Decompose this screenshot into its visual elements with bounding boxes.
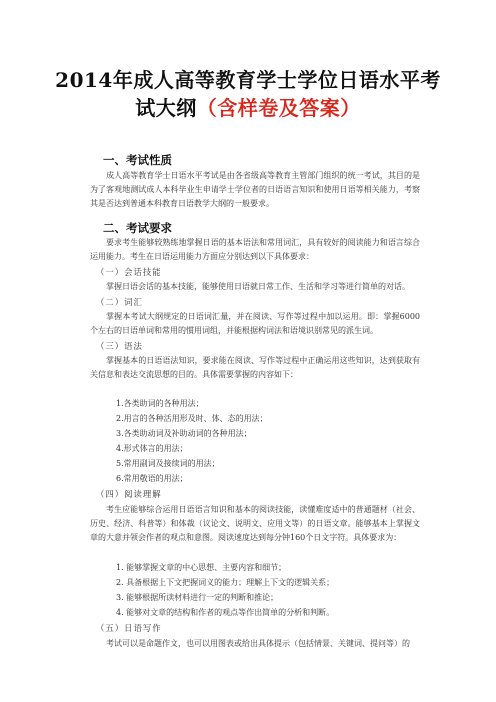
list-item: 4. 能够对文章的结构和作者的观点等作出简单的分析和判断。 (116, 608, 335, 617)
list-item: 3.各类助动词及补助动词的各种用法； (116, 429, 252, 438)
subsection-reading-body: 考生应能够综合运用日语语言知识和基本的阅读技能，读懂难度适中的普通题材（社会、历史、经济、科普等）和体裁（议论文、说明文、应用文等）的日语文章。能够基本上掌握文章的大意并领会作者的观点和意图。阅读速度达到每分钟160个日文字符。具体要求为： (90, 505, 420, 542)
subsection-conversation-label: （一）会话技能 (96, 267, 162, 277)
section2-intro: 要求考生能够较熟练地掌握日语的基本语法和常用词汇，具有较好的阅读能力和语言综合运用能力。考生在日语运用能力方面应分别达到以下具体要求： (90, 238, 420, 261)
list-item: 2. 具备根据上下文把握词义的能力；理解上下文的逻辑关系； (116, 578, 335, 587)
subsection-reading-label: （四）阅读理解 (96, 489, 162, 499)
subsection-grammar-body: 掌握基本的日语语法知识，要求能在阅读、写作等过程中正确运用这些知识，达到获取有关信息和表达交流思想的目的。具体需要掌握的内容如下： (90, 356, 420, 379)
list-item: 6.常用敬语的用法； (116, 474, 188, 483)
section2-heading: 二、考试要求 (103, 221, 172, 235)
section1-body: 成人高等教育学士日语水平考试是由各省级高等教育主管部门组织的统一考试，其目的是为了客观地测试成人本科毕业生申请学士学位者的日语语言知识和使用日语等相关能力，考察其是否达到普通本科教育日语教学大纲的一般要求。 (90, 171, 420, 208)
document-title-line2 (0, 92, 496, 121)
subsection-grammar-label: （三）语法 (96, 341, 143, 351)
section1-heading: 一、考试性质 (103, 153, 172, 167)
title-line2-main: 试大纲 (135, 96, 197, 120)
list-item: 2.用言的各种活用形及时、体、态的用法； (116, 414, 268, 423)
list-item: 3. 能够根据所读材料进行一定的判断和推论； (116, 593, 279, 602)
subsection-conversation-body: 掌握日语会话的基本技能，能够使用日语就日常工作、生活和学习等进行简单的对话。 (106, 282, 410, 291)
subsection-writing-label: （五）日语写作 (96, 623, 162, 633)
list-item: 1.各类助词的各种用法； (116, 399, 204, 408)
document-title-line1: 2014年成人高等教育学士学位日语水平考 (55, 68, 441, 92)
subsection-vocabulary-label: （二）词汇 (96, 297, 143, 307)
subsection-vocabulary-body: 掌握本考试大纲规定的日语词汇量，并在阅读、写作等过程中加以运用。即：掌握6000个左右的日语单词和常用的惯用词组，并能根据构词法和语境识别常见的派生词。 (90, 312, 420, 335)
title-line2-highlight: （含样卷及答案） (196, 96, 361, 120)
list-item: 5.常用副词及接续词的用法； (116, 459, 220, 468)
subsection-writing-body: 考试可以是命题作文，也可以用图表或给出具体提示（包括情景、关键词、提问等）的 (106, 639, 410, 648)
list-item: 4.形式体言的用法； (116, 444, 188, 453)
list-item: 1. 能够掌握文章的中心思想、主要内容和细节； (116, 563, 287, 572)
